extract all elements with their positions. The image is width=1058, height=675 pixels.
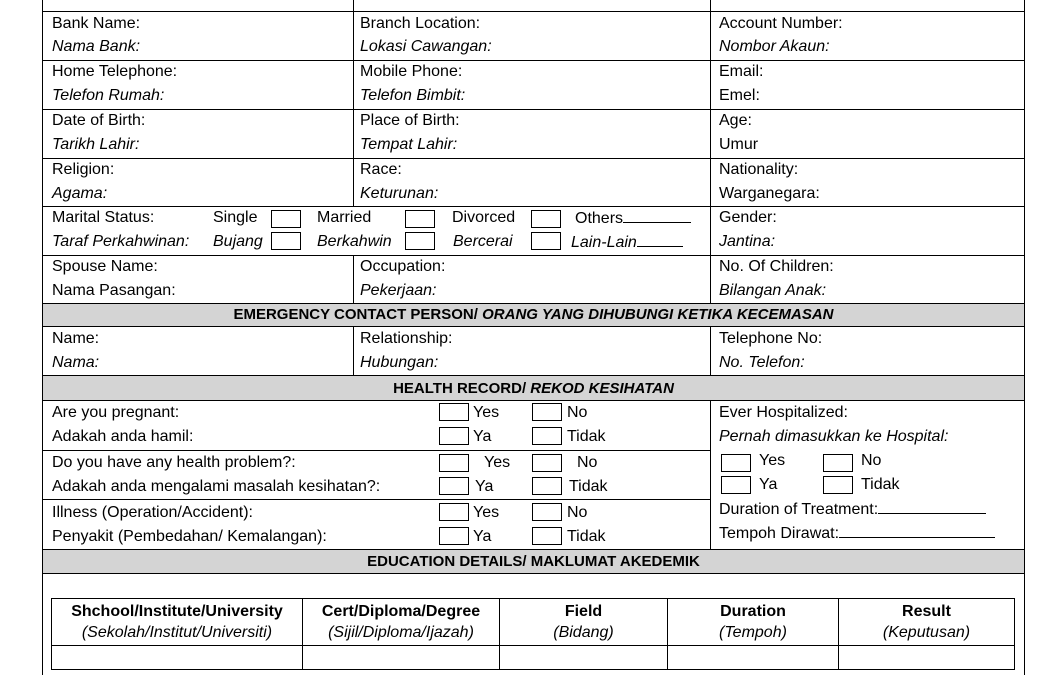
bank-name-label-my: Nama Bank: [52, 38, 141, 55]
tidak-label: Tidak [569, 478, 608, 495]
ec-telephone-label-my: No. Telefon: [719, 354, 805, 371]
gender-label: Gender: [719, 209, 777, 226]
education-header: EDUCATION DETAILS/ MAKLUMAT AKEDEMIK [43, 550, 1024, 574]
edu-input-school[interactable] [52, 646, 303, 670]
emergency-row [43, 327, 1024, 376]
race-label-my: Keturunan: [360, 185, 439, 202]
divorced-label-my: Bercerai [453, 233, 513, 250]
email-label: Email: [719, 63, 764, 80]
health-header-my: REKOD KESIHATAN [530, 380, 674, 397]
hospitalized-yes-checkbox[interactable] [721, 454, 751, 472]
illness-tidak-checkbox[interactable] [532, 527, 562, 545]
branch-label-my: Lokasi Cawangan: [360, 38, 492, 55]
pregnant-yes-checkbox[interactable] [439, 403, 469, 421]
top-strip [43, 0, 1024, 12]
yes-label: Yes [473, 504, 500, 521]
others-label: Others [575, 208, 691, 229]
hospitalized-ya-checkbox[interactable] [721, 476, 751, 494]
edu-col-cert-en: Cert/Diploma/Degree [321, 603, 481, 620]
religion-label: Religion: [52, 161, 115, 178]
edu-col-field [500, 599, 668, 646]
health-header [43, 376, 1024, 401]
single-label-my: Bujang [213, 233, 263, 250]
gender-cell[interactable] [710, 207, 1024, 255]
pob-label-my: Tempat Lahir: [360, 136, 458, 153]
mobile-cell[interactable] [353, 61, 710, 109]
emergency-header [43, 304, 1024, 327]
occupation-label-my: Pekerjaan: [360, 282, 437, 299]
yes-label: Yes [473, 404, 500, 421]
mobile-label-my: Telefon Bimbit: [360, 87, 466, 104]
edu-col-school [52, 599, 303, 646]
account-label: Account Number: [719, 15, 843, 32]
hospitalization-cell [710, 401, 1024, 550]
gender-label-my: Jantina: [719, 233, 776, 250]
children-label: No. Of Children: [719, 258, 834, 275]
tidak-label: Tidak [567, 428, 606, 445]
ec-name-label-my: Nama: [52, 354, 100, 371]
phone-row [43, 61, 1024, 110]
edu-input-field[interactable] [500, 646, 668, 670]
ec-relationship-label: Relationship: [360, 330, 453, 347]
pob-cell[interactable] [353, 110, 710, 158]
single-checkbox[interactable] [271, 210, 301, 228]
pob-label: Place of Birth: [360, 112, 460, 129]
divorced-checkbox-my[interactable] [531, 232, 561, 250]
divorced-label: Divorced [452, 209, 516, 226]
race-cell[interactable] [353, 159, 710, 206]
edu-col-school-my: (Sekolah/Institut/Universiti) [81, 624, 273, 641]
health-problem-label: Do you have any health problem?: [52, 454, 296, 471]
ec-relationship-label-my: Hubungan: [360, 354, 439, 371]
dob-label-my: Tarikh Lahir: [52, 136, 140, 153]
pregnant-no-checkbox[interactable] [532, 403, 562, 421]
children-label-my: Bilangan Anak: [719, 282, 827, 299]
edu-input-result[interactable] [839, 646, 1015, 670]
religion-label-my: Agama: [52, 185, 108, 202]
age-label-my: Umur [719, 136, 759, 153]
marital-label-my: Taraf Perkahwinan: [52, 233, 190, 250]
health-problem-ya-checkbox[interactable] [439, 477, 469, 495]
ec-telephone-label: Telephone No: [719, 330, 823, 347]
emergency-header-my: ORANG YANG DIHUBUNGI KETIKA KECEMASAN [482, 306, 834, 323]
others-underline[interactable] [623, 208, 691, 223]
ec-telephone-cell[interactable] [710, 327, 1024, 375]
spouse-label: Spouse Name: [52, 258, 158, 275]
religion-row [43, 159, 1024, 207]
education-input-row [52, 646, 1015, 670]
branch-cell[interactable] [353, 12, 710, 60]
edu-col-duration-my: (Tempoh) [719, 624, 787, 641]
education-header-row [52, 599, 1015, 646]
divider [710, 0, 711, 11]
edu-col-school-en: Shchool/Institute/University [71, 603, 283, 620]
pregnant-label: Are you pregnant: [52, 404, 180, 421]
duration-label: Duration of Treatment: [719, 499, 986, 520]
nationality-label: Nationality: [719, 161, 799, 178]
edu-col-field-my: (Bidang) [553, 624, 614, 641]
occupation-label: Occupation: [360, 258, 446, 275]
tidak-label: Tidak [567, 528, 606, 545]
divider [353, 0, 354, 11]
ya-label: Ya [475, 478, 494, 495]
edu-col-duration [668, 599, 839, 646]
ec-name-label: Name: [52, 330, 100, 347]
email-cell[interactable] [710, 61, 1024, 109]
pregnant-ya-checkbox[interactable] [439, 427, 469, 445]
edu-col-result-en: Result [902, 603, 951, 620]
home-phone-label: Home Telephone: [52, 63, 178, 80]
spouse-label-my: Nama Pasangan: [52, 282, 176, 299]
children-cell[interactable] [710, 256, 1024, 303]
married-checkbox-my[interactable] [405, 232, 435, 250]
duration-underline-my[interactable] [839, 523, 995, 538]
illness-label: Illness (Operation/Accident): [52, 504, 253, 521]
edu-input-cert[interactable] [303, 646, 500, 670]
occupation-cell[interactable] [353, 256, 710, 303]
marital-label: Marital Status: [52, 209, 155, 226]
edu-col-cert [303, 599, 500, 646]
account-label-my: Nombor Akaun: [719, 38, 830, 55]
married-label-my: Berkahwin [317, 233, 392, 250]
email-label-my: Emel: [719, 87, 760, 104]
branch-label: Branch Location: [360, 15, 481, 32]
age-cell[interactable] [710, 110, 1024, 158]
application-form [42, 0, 1025, 675]
edu-col-result-my: (Keputusan) [882, 624, 971, 641]
home-phone-label-my: Telefon Rumah: [52, 87, 165, 104]
hospitalized-tidak-checkbox[interactable] [823, 476, 853, 494]
nationality-label-my: Warganegara: [719, 185, 820, 202]
illness-label-my: Penyakit (Pembedahan/ Kemalangan): [52, 528, 327, 545]
duration-underline[interactable] [878, 499, 986, 514]
no-label: No [567, 504, 588, 521]
single-label: Single [213, 209, 258, 226]
tidak-label: Tidak [861, 476, 900, 493]
married-label: Married [317, 209, 372, 226]
hospitalized-label: Ever Hospitalized: [719, 404, 848, 421]
edu-col-field-en: Field [564, 603, 603, 620]
education-table [51, 598, 1015, 670]
pregnant-label-my: Adakah anda hamil: [52, 428, 194, 445]
illness-no-checkbox[interactable] [532, 503, 562, 521]
emergency-header-en: EMERGENCY CONTACT PERSON/ [233, 306, 483, 323]
ya-label: Ya [759, 476, 778, 493]
account-cell[interactable] [710, 12, 1024, 60]
health-problem-label-my: Adakah anda mengalami masalah kesihatan?: [52, 478, 381, 495]
health-problem-yes-checkbox[interactable] [439, 454, 469, 472]
ya-label: Ya [473, 528, 492, 545]
yes-label: Yes [759, 452, 786, 469]
mobile-label: Mobile Phone: [360, 63, 463, 80]
others-label-my: Lain-Lain [571, 232, 683, 253]
no-label: No [577, 454, 598, 471]
bank-row [43, 12, 1024, 61]
edu-input-duration[interactable] [668, 646, 839, 670]
illness-yes-checkbox[interactable] [439, 503, 469, 521]
spouse-row [43, 256, 1024, 304]
hospitalized-no-checkbox[interactable] [823, 454, 853, 472]
illness-ya-checkbox[interactable] [439, 527, 469, 545]
divorced-checkbox[interactable] [531, 210, 561, 228]
edu-col-result [839, 599, 1015, 646]
married-checkbox[interactable] [405, 210, 435, 228]
yes-label: Yes [484, 454, 511, 471]
ya-label: Ya [473, 428, 492, 445]
others-underline-my[interactable] [637, 232, 683, 247]
age-label: Age: [719, 112, 752, 129]
health-problem-tidak-checkbox[interactable] [532, 477, 562, 495]
duration-label-my: Tempoh Dirawat: [719, 523, 995, 544]
nationality-cell[interactable] [710, 159, 1024, 206]
bank-name-label: Bank Name: [52, 15, 141, 32]
marital-row [43, 207, 1024, 256]
single-checkbox-my[interactable] [271, 232, 301, 250]
ec-relationship-cell[interactable] [353, 327, 710, 375]
edu-col-cert-my: (Sijil/Diploma/Ijazah) [328, 624, 474, 641]
edu-col-duration-en: Duration [720, 603, 786, 620]
health-problem-no-checkbox[interactable] [532, 454, 562, 472]
dob-label: Date of Birth: [52, 112, 146, 129]
no-label: No [861, 452, 882, 469]
health-header-en: HEALTH RECORD/ [393, 380, 531, 397]
hospitalized-label-my: Pernah dimasukkan ke Hospital: [719, 428, 949, 445]
pregnant-tidak-checkbox[interactable] [532, 427, 562, 445]
birth-row [43, 110, 1024, 159]
no-label: No [567, 404, 588, 421]
race-label: Race: [360, 161, 402, 178]
